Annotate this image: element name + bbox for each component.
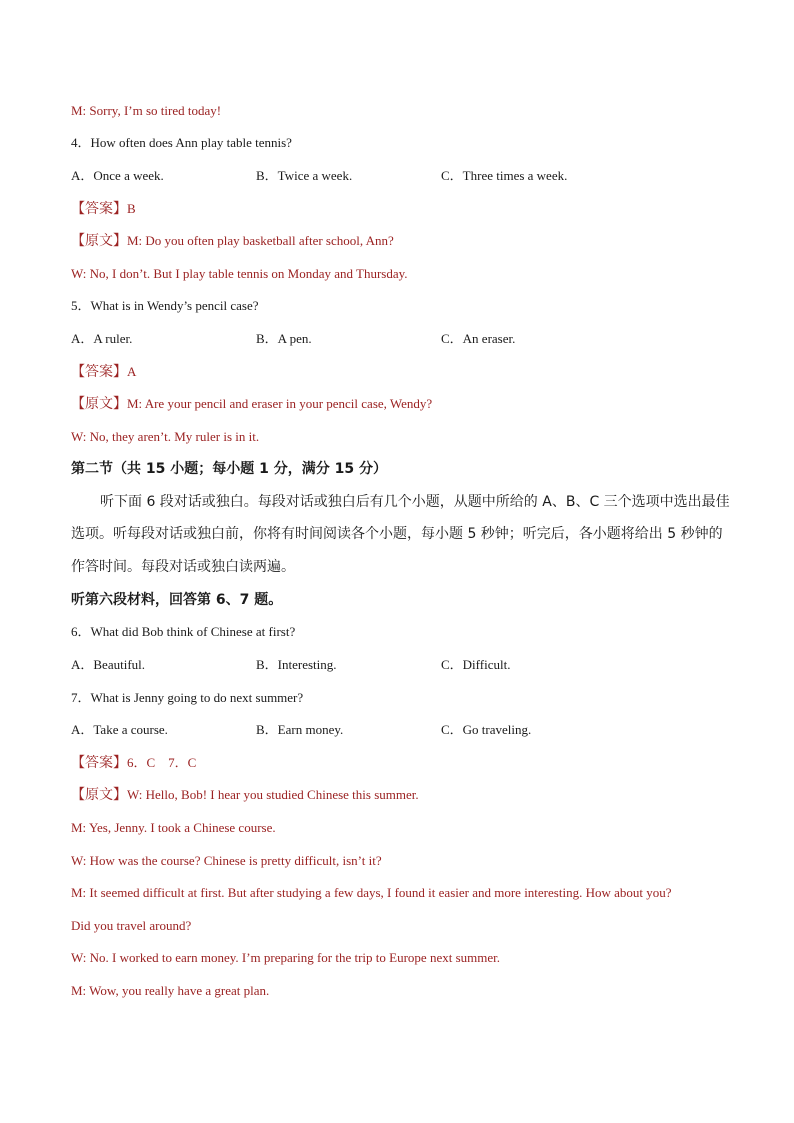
q67-transcript-6: W: No. I worked to earn money. I’m preparing for the trip to Europe next summer. (71, 950, 500, 965)
q4-option-b: B．Twice a week. (256, 168, 353, 183)
q5-transcript-1 (71, 396, 432, 412)
q4-option-a: A．Once a week. (71, 168, 164, 183)
q67-answer (71, 755, 196, 771)
answer-tag: 【答案】 (71, 755, 127, 771)
material-heading: 听第六段材料，回答第 6、7 题。 (71, 592, 283, 608)
q4-transcript-2: W: No, I don’t. But I play table tennis on Monday and Thursday. (71, 266, 408, 281)
q5-option-c: C．An eraser. (441, 331, 516, 346)
q5-answer (71, 364, 136, 380)
q67-transcript-5: Did you travel around? (71, 918, 192, 933)
transcript-text: W: Hello, Bob! I hear you studied Chinese this summer. (127, 787, 419, 802)
transcript-tag: 【原文】 (71, 787, 127, 803)
q5-option-a: A．A ruler. (71, 331, 133, 346)
answer-tag: 【答案】 (71, 201, 127, 217)
question-7: 7．What is Jenny going to do next summer? (71, 690, 304, 705)
transcript-text: M: Do you often play basketball after school, Ann? (127, 233, 394, 248)
q4-transcript-1 (71, 233, 394, 249)
q6-option-b: B．Interesting. (256, 657, 337, 672)
answer-value: A (127, 364, 137, 379)
transcript-text: M: Are your pencil and eraser in your pencil case, Wendy? (127, 396, 433, 411)
instruction-line-1: 听下面 6 段对话或独白。每段对话或独白后有几个小题，从题中所给的 A、B、C 三个选项中选出最佳 (100, 494, 730, 510)
transcript-tag: 【原文】 (71, 233, 127, 249)
q5-option-b: B．A pen. (256, 331, 312, 346)
q67-transcript-2: M: Yes, Jenny. I took a Chinese course. (71, 820, 276, 835)
section-heading: 第二节（共 15 小题；每小题 1 分，满分 15 分） (71, 461, 387, 477)
q7-option-b: B．Earn money. (256, 722, 344, 737)
q4-option-c: C．Three times a week. (441, 168, 568, 183)
q6-option-a: A．Beautiful. (71, 657, 146, 672)
dialogue-line: M: Sorry, I’m so tired today! (71, 103, 222, 118)
q5-transcript-2: W: No, they aren’t. My ruler is in it. (71, 429, 260, 444)
q7-option-c: C．Go traveling. (441, 722, 532, 737)
question-4: 4．How often does Ann play table tennis? (71, 135, 292, 150)
answer-value: B (127, 201, 136, 216)
answer-value: 6．C 7．C (127, 755, 197, 770)
question-5: 5．What is in Wendy’s pencil case? (71, 298, 259, 313)
q4-answer (71, 201, 136, 217)
q6-option-c: C．Difficult. (441, 657, 511, 672)
q67-transcript-4: M: It seemed difficult at first. But after studying a few days, I found it easier and more interesting. How about you? (71, 885, 672, 900)
instruction-line-2: 选项。听每段对话或独白前，你将有时间阅读各个小题，每小题 5 秒钟；听完后，各小题将给出 5 秒钟的 (71, 526, 723, 542)
q67-transcript-3: W: How was the course? Chinese is pretty difficult, isn’t it? (71, 853, 382, 868)
answer-tag: 【答案】 (71, 364, 127, 380)
q67-transcript-7: M: Wow, you really have a great plan. (71, 983, 270, 998)
transcript-tag: 【原文】 (71, 396, 127, 412)
q67-transcript-1 (71, 787, 419, 803)
q7-option-a: A．Take a course. (71, 722, 168, 737)
question-6: 6．What did Bob think of Chinese at first? (71, 624, 296, 639)
instruction-line-3: 作答时间。每段对话或独白读两遍。 (71, 559, 295, 575)
